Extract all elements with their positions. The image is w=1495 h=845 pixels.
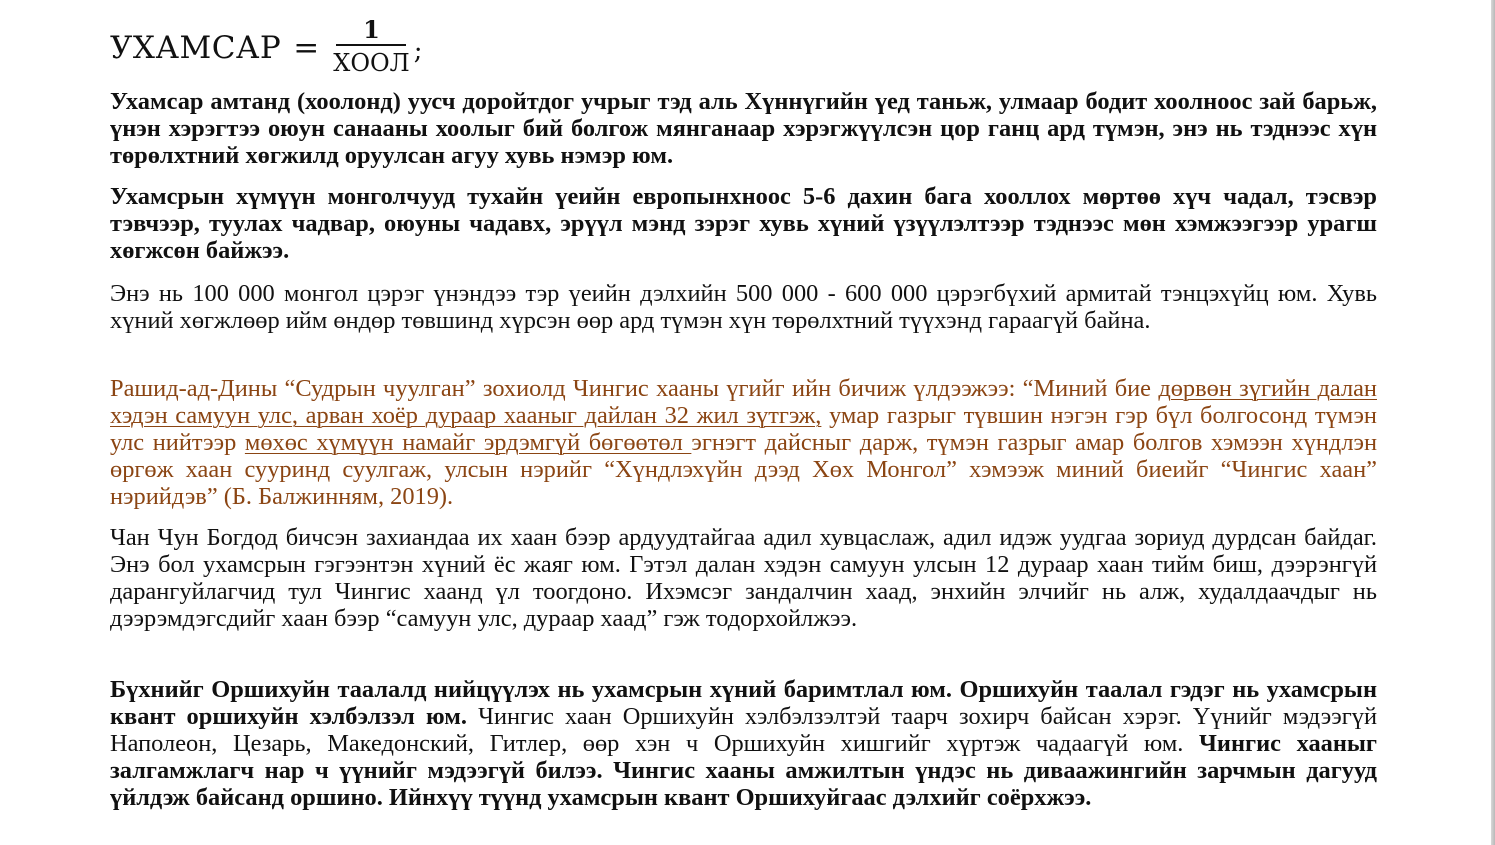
paragraph-4-quote [110, 375, 1377, 510]
paragraph-6 [110, 676, 1377, 811]
p6-regular: Чингис хаан Оршихуйн хэлбэлзэлтэй таарч зохирч байсан хэрэг. Үүнийг мэдээгүй Наполеон, Цезарь, Македонский, Гитлер, өөр хэн ч Оршихуйн хишгийг хүртэж чадаагүй юм. [110, 703, 1377, 757]
paragraph-1: Ухамсар амтанд (хоолонд) уусч доройтдог учрыг тэд аль Хүннүгийн үед таньж, улмаар бодит хоолноос зай барьж, үнэн хэрэгтээ оюун санааны хоолыг бий болгож мянганаар хэрэгжүүлсэн цор ганц ард түмэн, энэ нь тэднээс хүн төрөлхтний хөгжилд оруулсан агуу хувь нэмэр юм. [110, 88, 1377, 169]
formula-lhs: УХАМСАР [110, 30, 282, 66]
p6-bold-1: Бүхнийг Оршихуйн таалалд нийцүүлэх нь ухамсрын хүний баримтлал юм. Оршихуйн таалал гэдэг нь ухамсрын квант оршихуйн хэлбэлзэл юм. [110, 676, 1377, 730]
quote-end: эгнэгт дайсныг дарж, түмэн газрыг амар болгов хэмээн хүндлэн өргөж хаан сууринд суулгаж, улсын нэрийг “Хүндлэхүйн дээд Хөх Монгол” хэмээж миний биеийг “Чингис хаан” нэрийдэв” (Б. Балжинням, 2019). [110, 429, 1378, 510]
quote-intro: Рашид-ад-Дины “Судрын чуулган” зохиолд Чингис хааны үгийг ийн бичиж үлдээжээ: “Миний бие [110, 375, 1159, 402]
formula-numerator: 1 [363, 15, 380, 44]
quote-underlined-1: дөрвөн зүгийн далан хэдэн самуун улс, арван хоёр дураар хааныг дайлан 32 жил зүтгэж, [110, 375, 1377, 429]
formula-fraction [333, 16, 409, 80]
formula [110, 14, 422, 82]
paragraph-2: Ухамсрын хүмүүн монголчууд тухайн үеийн европынхноос 5-6 дахин бага хооллох мөртөө хүч чадал, тэсвэр тэвчээр, туулах чадвар, оюуны чадавх, эрүүл мэнд зэрэг хувь хүний үзүүлэлтээр тэднээс мөн хэмжээгээр урагш хөгжсөн байжээ. [110, 183, 1377, 264]
page-edge-shadow [1491, 0, 1495, 845]
formula-semicolon: ; [413, 36, 423, 66]
p6-bold-2: Чингис хааныг залгамжлагч нар ч үүнийг мэдээгүй билээ. Чингис хааны амжилтын үндэс нь диваажингийн зарчмын дагууд үйлдэж байсанд оршино. Ийнхүү түүнд ухамсрын квант Оршихуйгаас дэлхийг соёрхжээ. [110, 730, 1378, 811]
formula-denominator: ХООЛ [333, 49, 410, 77]
formula-equals: = [293, 30, 320, 66]
quote-middle: умар газрыг түвшин нэгэн гэр бүл болгосонд түмэн улс нийтээр [110, 402, 1377, 456]
paragraph-3: Энэ нь 100 000 монгол цэрэг үнэндээ тэр үеийн дэлхийн 500 000 - 600 000 цэрэгбүхий армитай тэнцэхүйц юм. Хувь хүний хөгжлөөр ийм өндөр төвшинд хүрсэн өөр ард түмэн хүн төрөлхтний түүхэнд гараагүй байна. [110, 280, 1377, 334]
quote-underlined-2: мөхөс хүмүүн намайг эрдэмгүй бөгөөтөл [244, 429, 692, 456]
paragraph-5: Чан Чун Богдод бичсэн захиандаа их хаан бээр ардуудтайгаа адил хувцаслаж, адил идэж уудгаа зориуд дурдсан байдаг. Энэ бол ухамсрын гэгээнтэн хүний ёс жаяг юм. Гэтэл далан хэдэн самуун улсын 12 дураар хаан тийм биш, дээрэнгүй дарангуйлагчид тул Чингис хаанд үл тоогдоно. Ихэмсэг зандалчин хаад, энхийн элчийг нь алж, худалдаачдыг нь дээрэмдэгсдийг хаан бээр “самуун улс, дураар хаад” гэж тодорхойлжээ. [110, 524, 1377, 632]
